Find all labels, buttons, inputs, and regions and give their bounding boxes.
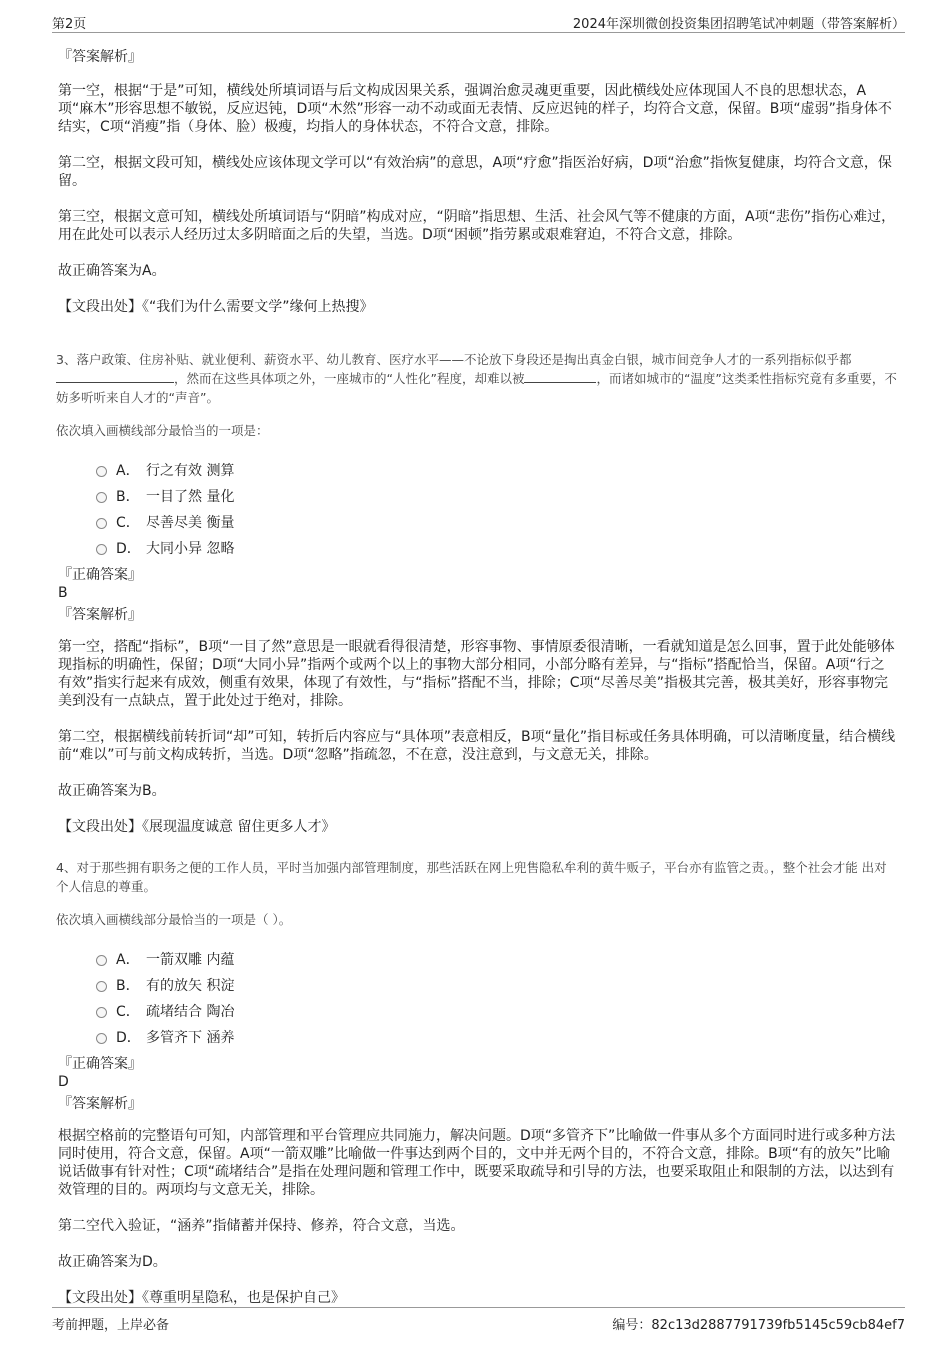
radio-icon[interactable] [96,466,107,477]
radio-icon[interactable] [96,492,107,503]
analysis-label: 『答案解析』 [58,607,142,623]
page-content [56,34,898,1307]
option-c[interactable]: C． 尽善尽美 衡量 [96,510,898,536]
radio-icon[interactable] [96,544,107,555]
radio-icon[interactable] [96,955,107,966]
option-b[interactable]: B． 有的放矢 积淀 [96,973,898,999]
page-header [52,10,905,33]
answer-conclusion: 故正确答案为A。 [58,263,166,279]
answer-blank [524,370,596,383]
analysis-paragraph: 第二空，根据横线前转折词“却”可知，转折后内容应与“具体项”表意相反，B项“量化”指目标或任务具体明确，可以清晰度量，结合横线前“难以”可与前文构成转折，当选。D项“忽略”指疏忽，不在意，没注意到，与文意无关，排除。 [58,729,896,763]
question-3-stem: 3、落户政策、住房补贴、就业便利、薪资水平、幼儿教育、医疗水平——不论放下身段还是掏出真金白银，城市间竞争人才的一系列指标似乎都，然而在这些具体项之外，一座城市的“人性化”程度，却难以被 ，而诸如城市的“温度”这类柔性指标究竟有多重要，不妨多听听来自人才的“声音”。 [56,352,897,405]
document-title: 2024年深圳微创投资集团招聘笔试冲刺题（带答案解析） [572,17,905,32]
radio-icon[interactable] [96,981,107,992]
question-4-stem: 4、对于那些拥有职务之便的工作人员，平时当加强内部管理制度，那些活跃在网上兜售隐私牟利的黄牛贩子，平台亦有监管之责。，整个社会才能 出对个人信息的尊重。 [56,860,887,894]
radio-icon[interactable] [96,518,107,529]
question-3-options [96,458,898,562]
source-citation: 【文段出处】《展现温度诚意 留住更多人才》 [58,819,336,835]
option-b[interactable]: B． 一目了然 量化 [96,484,898,510]
page-footer [52,1307,905,1333]
option-d[interactable]: D． 多管齐下 涵养 [96,1025,898,1051]
analysis-paragraph: 第一空，根据“于是”可知，横线处所填词语与后文构成因果关系，强调治愈灵魂更重要，因此横线处应体现国人不良的思想状态，A项“麻木”形容思想不敏锐，反应迟钝，D项“木然”形容一动不动或面无表情、反应迟钝的样子，均符合文意，保留。B项“虚弱”指身体不结实，C项“消瘦”指（身体、脸）极瘦，均指人的身体状态，不符合文意，排除。 [58,83,892,135]
option-d[interactable]: D． 大同小异 忽略 [96,536,898,562]
analysis-paragraph: 第一空，搭配“指标”，B项“一目了然”意思是一眼就看得很清楚，形容事物、事情原委很清晰，一看就知道是怎么回事，置于此处能够体现指标的明确性，保留；D项“大同小异”指两个或两个以上的事物大部分相同，小部分略有差异，与“指标”搭配恰当，保留。A项“行之有效”指实行起来有成效，侧重有效果，体现了有效性，与“指标”搭配不当，排除；C项“尽善尽美”指极其完善，极其美好，形容事物完美到没有一点缺点，置于此处过于绝对，排除。 [58,639,895,709]
question-3-prompt: 依次填入画横线部分最恰当的一项是： [56,423,269,438]
footer-slogan: 考前押题，上岸必备 [52,1318,170,1333]
question-4-prompt: 依次填入画横线部分最恰当的一项是（ ）。 [56,912,292,927]
radio-icon[interactable] [96,1007,107,1018]
option-c[interactable]: C． 疏堵结合 陶冶 [96,999,898,1025]
correct-answer: D [58,1074,69,1090]
page-number: 第2页 [52,17,87,32]
option-a[interactable]: A． 行之有效 测算 [96,458,898,484]
analysis-label: 『答案解析』 [58,49,142,65]
document-id: 编号：82c13d2887791739fb5145c59cb84ef7 [612,1318,905,1333]
radio-icon[interactable] [96,1033,107,1044]
correct-answer-label: 『正确答案』 [58,567,142,583]
source-citation: 【文段出处】《尊重明星隐私，也是保护自己》 [58,1290,345,1306]
option-a[interactable]: A． 一箭双雕 内蕴 [96,947,898,973]
answer-conclusion: 故正确答案为B。 [58,783,166,799]
analysis-paragraph: 第二空，根据文段可知，横线处应该体现文学可以“有效治病”的意思，A项“疗愈”指医治好病，D项“治愈”指恢复健康，均符合文意，保留。 [58,155,892,189]
analysis-paragraph: 第二空代入验证，“涵养”指储蓄并保持、修养，符合文意，当选。 [58,1218,465,1234]
source-citation: 【文段出处】《“我们为什么需要文学”缘何上热搜》 [58,299,374,315]
correct-answer: B [58,585,68,601]
answer-conclusion: 故正确答案为D。 [58,1254,167,1270]
answer-blank [56,370,174,383]
question-4-options [96,947,898,1051]
correct-answer-label: 『正确答案』 [58,1056,142,1072]
analysis-paragraph: 根据空格前的完整语句可知，内部管理和平台管理应共同施力，解决问题。D项“多管齐下”比喻做一件事从多个方面同时进行或多种方法同时使用，符合文意，保留。A项“一箭双雕”比喻做一件事达到两个目的，文中并无两个目的，不符合文意，排除。B项“有的放矢”比喻说话做事有针对性；C项“疏堵结合”是指在处理问题和管理工作中，既要采取疏导和引导的方法，也要采取阻止和限制的方法，以达到有效管理的目的。两项均与文意无关，排除。 [58,1128,896,1198]
analysis-label: 『答案解析』 [58,1096,142,1112]
analysis-paragraph: 第三空，根据文意可知，横线处所填词语与“阴暗”构成对应，“阴暗”指思想、生活、社会风气等不健康的方面，A项“悲伤”指伤心难过，用在此处可以表示人经历过太多阴暗面之后的失望，当选。D项“困顿”指劳累或艰难窘迫，不符合文意，排除。 [58,209,896,243]
